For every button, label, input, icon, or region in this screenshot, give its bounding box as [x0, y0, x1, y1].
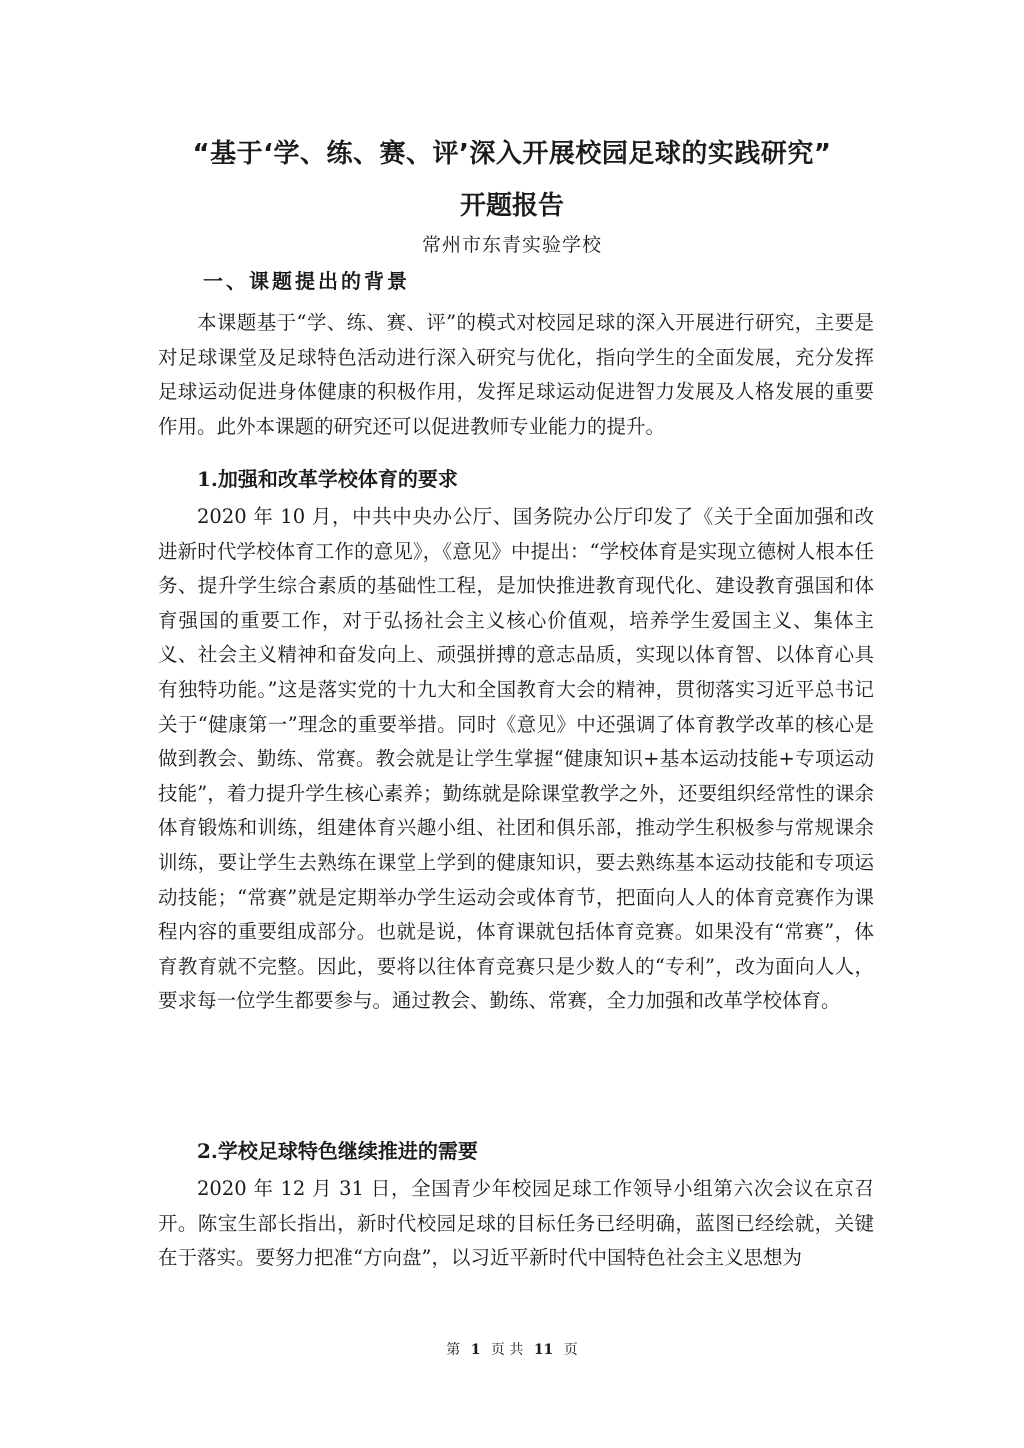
page-footer	[0, 1338, 1024, 1362]
subsection-heading-2: 2.学校足球特色继续推进的需要	[197, 1139, 478, 1163]
footer-suffix: 页	[563, 1342, 578, 1358]
page-number: 1	[470, 1342, 481, 1358]
section-heading-background: 一、课题提出的背景	[203, 269, 410, 293]
document-title: “基于‘学、练、赛、评’深入开展校园足球的实践研究”	[192, 139, 832, 169]
subsection-heading-1: 1.加强和改革学校体育的要求	[197, 467, 458, 491]
paragraph-text: 本课题基于“学、练、赛、评”的模式对校园足球的深入开展进行研究，主要是对足球课堂及足球特色活动进行深入研究与优化，指向学生的全面发展，充分发挥足球运动促进身体健康的积极作用，发挥足球运动促进智力发展及人格发展的重要作用。此外本课题的研究还可以促进教师专业能力的提升。	[158, 311, 874, 438]
footer-middle: 页 共	[490, 1342, 524, 1358]
paragraph-policy	[158, 500, 874, 1019]
paragraph-football	[158, 1172, 874, 1276]
paragraph-text: 2020 年 12 月 31 日，全国青少年校园足球工作领导小组第六次会议在京召开。陈宝生部长指出，新时代校园足球的目标任务已经明确，蓝图已经绘就，关键在于落实。要努力把准“方向盘”，以习近平新时代中国特色社会主义思想为	[158, 1177, 874, 1270]
footer-prefix: 第	[446, 1342, 461, 1358]
document-subtitle: 开题报告	[459, 191, 564, 221]
page-total: 11	[533, 1342, 554, 1358]
paragraph-text: 2020 年 10 月，中共中央办公厅、国务院办公厅印发了《关于全面加强和改进新时代学校体育工作的意见》，《意见》中提出：“学校体育是实现立德树人根本任务、提升学生综合素质的基础性工程，是加快推进教育现代化、建设教育强国和体育强国的重要工作，对于弘扬社会主义核心价值观，培养学生爱国主义、集体主义、社会主义精神和奋发向上、顽强拼搏的意志品质，实现以体育智、以体育心具有独特功能。”这是落实党的十九大和全国教育大会的精神，贯彻落实习近平总书记关于“健康第一”理念的重要举措。同时《意见》中还强调了体育教学改革的核心是做到教会、勤练、常赛。教会就是让学生掌握“健康知识+基本运动技能+专项运动技能”，着力提升学生核心素养；勤练就是除课堂教学之外，还要组织经常性的课余体育锻炼和训练，组建体育兴趣小组、社团和俱乐部，推动学生积极参与常规课余训练，要让学生去熟练在课堂上学到的健康知识，要去熟练基本运动技能和专项运动技能；“常赛”就是定期举办学生运动会或体育节，把面向人人的体育竞赛作为课程内容的重要组成部分。也就是说，体育课就包括体育竞赛。如果没有“常赛”，体育教育就不完整。因此，要将以往体育竞赛只是少数人的“专利”，改为面向人人，要求每一位学生都要参与。通过教会、勤练、常赛，全力加强和改革学校体育。	[158, 505, 874, 1013]
author-school: 常州市东青实验学校	[421, 234, 602, 256]
paragraph-intro	[158, 306, 874, 444]
